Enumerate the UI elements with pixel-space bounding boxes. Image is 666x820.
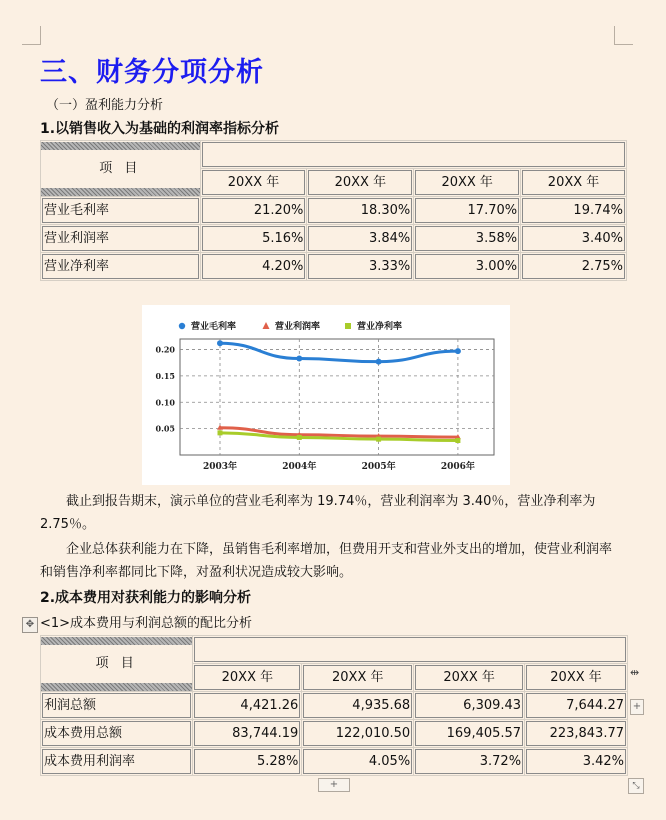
section2-title: 2.成本费用对获利能力的影响分析 — [40, 590, 252, 606]
year-header: 20XX 年 — [521, 169, 627, 197]
resize-icon[interactable]: ⤡ — [628, 778, 644, 794]
year-header: 20XX 年 — [193, 664, 302, 692]
value-cell: 3.84% — [308, 226, 412, 251]
legend-marker — [345, 323, 351, 329]
value-cell: 18.30% — [308, 198, 412, 223]
crop-mark-top-right — [614, 26, 633, 45]
table-header-label: 项 目 — [95, 655, 138, 671]
year-header: 20XX 年 — [302, 664, 414, 692]
header-blank-cell — [193, 636, 628, 664]
value-cell: 5.28% — [194, 749, 300, 774]
cost-profit-table[interactable] — [40, 635, 628, 776]
table-header-cell — [41, 141, 201, 197]
value-cell: 21.20% — [202, 198, 306, 223]
table-row — [41, 748, 628, 776]
data-point — [218, 430, 223, 435]
value-cell: 3.00% — [415, 254, 519, 279]
year-header: 20XX 年 — [525, 664, 628, 692]
profitability-line-chart[interactable] — [142, 305, 510, 485]
value-cell: 2.75% — [522, 254, 625, 279]
legend-marker — [179, 323, 185, 329]
data-point — [376, 359, 382, 365]
analysis-paragraph-2: 企业总体获利能力在下降，虽销售毛利率增加，但费用开支和营业外支出的增加，使营业利润率和销售净利率都同比下降，对盈利状况造成较大影响。 — [40, 542, 613, 580]
table-row — [41, 720, 628, 748]
table-row — [41, 197, 627, 225]
row-label: 利润总额 — [42, 693, 191, 718]
year-header: 20XX 年 — [414, 169, 521, 197]
value-cell: 5.16% — [202, 226, 306, 251]
data-point — [455, 438, 460, 443]
header-blank-cell — [200, 141, 626, 169]
data-point — [376, 437, 381, 442]
value-cell: 19.74% — [522, 198, 625, 223]
add-icon[interactable]: + — [630, 699, 644, 715]
value-cell: 4,935.68 — [303, 693, 412, 718]
table-row — [41, 253, 627, 281]
value-cell: 169,405.57 — [415, 721, 523, 746]
data-point — [217, 340, 223, 346]
section1-title: 1.以销售收入为基础的利润率指标分析 — [40, 121, 280, 137]
x-tick-label: 2006年 — [440, 462, 475, 472]
value-cell: 3.33% — [308, 254, 412, 279]
data-point — [297, 435, 302, 440]
x-tick-label: 2003年 — [202, 462, 238, 472]
x-tick-label: 2005年 — [361, 462, 396, 472]
data-point — [296, 356, 302, 362]
data-point — [455, 348, 461, 354]
row-label: 营业净利率 — [42, 254, 199, 279]
legend-label: 营业净利率 — [357, 322, 403, 332]
value-cell: 3.58% — [415, 226, 519, 251]
section-heading: 三、财务分项分析 — [40, 57, 264, 88]
row-label: 成本费用利润率 — [42, 749, 191, 774]
value-cell: 3.40% — [522, 226, 625, 251]
move-icon[interactable]: ✥ — [22, 617, 38, 633]
value-cell: 122,010.50 — [303, 721, 412, 746]
y-tick-label: 0.05 — [155, 423, 175, 434]
value-cell: 3.42% — [526, 749, 626, 774]
x-tick-label: 2004年 — [282, 462, 317, 472]
year-header: 20XX 年 — [414, 664, 525, 692]
value-cell: 6,309.43 — [415, 693, 523, 718]
year-header: 20XX 年 — [200, 169, 307, 197]
value-cell: 3.72% — [415, 749, 523, 774]
row-label: 营业利润率 — [42, 226, 199, 251]
legend-marker — [263, 322, 270, 329]
analysis-paragraph-1: 截止到报告期末，演示单位的营业毛利率为 19.74％，营业利润率为 3.40％，营业净利率为 2.75％。 — [40, 494, 596, 532]
value-cell: 4,421.26 — [194, 693, 300, 718]
column-resize-icon[interactable]: ⇹ — [630, 666, 640, 679]
value-cell: 7,644.27 — [526, 693, 626, 718]
value-cell: 17.70% — [415, 198, 519, 223]
value-cell: 4.20% — [202, 254, 306, 279]
section2-subtitle: <1>成本费用与利润总额的配比分析 — [40, 616, 253, 631]
add-row-icon[interactable]: + — [318, 778, 350, 792]
value-cell: 83,744.19 — [194, 721, 300, 746]
profit-margin-table[interactable] — [40, 140, 627, 281]
legend-label: 营业利润率 — [275, 322, 321, 332]
value-cell: 223,843.77 — [526, 721, 626, 746]
table-row — [41, 225, 627, 253]
y-tick-label: 0.15 — [155, 370, 175, 381]
row-label: 营业毛利率 — [42, 198, 199, 223]
y-tick-label: 0.10 — [155, 397, 175, 408]
row-label: 成本费用总额 — [42, 721, 191, 746]
value-cell: 4.05% — [303, 749, 412, 774]
subheading: （一）盈利能力分析 — [46, 98, 164, 113]
chart-svg — [142, 305, 510, 485]
y-tick-label: 0.20 — [155, 344, 175, 355]
table-header-label: 项 目 — [99, 160, 142, 176]
table-header-cell — [41, 636, 193, 692]
legend-label: 营业毛利率 — [191, 322, 237, 332]
crop-mark-top-left — [22, 26, 41, 45]
year-header: 20XX 年 — [307, 169, 414, 197]
table-row — [41, 692, 628, 720]
